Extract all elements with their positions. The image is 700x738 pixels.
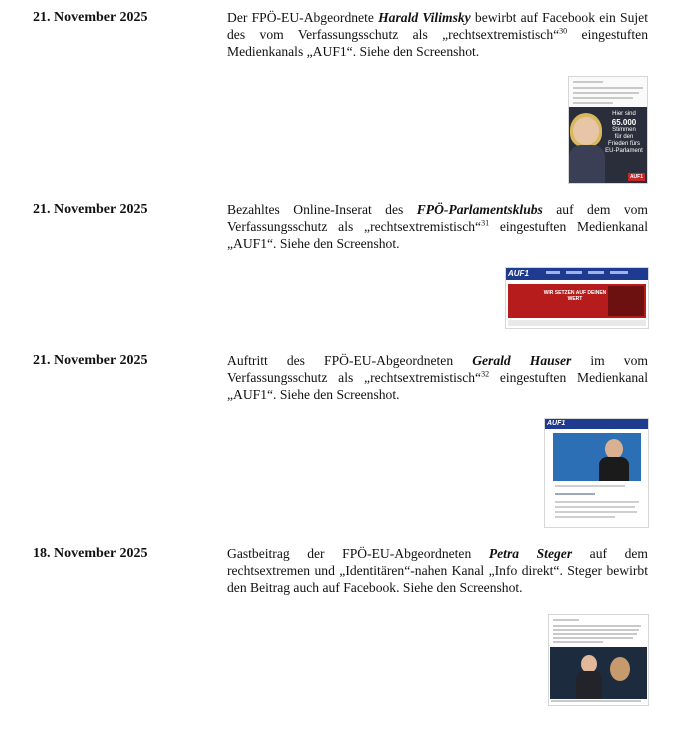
auf1-logo: AUF1	[629, 174, 643, 180]
person-name: Gerald Hauser	[472, 353, 572, 368]
entry-date: 21. November 2025	[33, 10, 148, 25]
auf1-logo: AUF1	[508, 269, 529, 278]
footnote-ref[interactable]: 31	[481, 218, 490, 228]
facebook-post-screenshot-thumbnail	[548, 614, 649, 706]
person-name: FPÖ-Parlamentsklubs	[416, 202, 543, 217]
post-image	[569, 107, 647, 183]
site-navbar	[506, 268, 648, 280]
auf1-ad-screenshot-thumbnail	[505, 267, 649, 329]
ad-banner	[508, 284, 646, 318]
entry-text: Der FPÖ-EU-Abgeordnete Harald Vilimsky bewirbt auf Facebook ein Sujet des vom Verfassungsschutz als „rechtsextremistisch“$^{30}$ eingestuften Medienkanals „AUF1“. Siehe den Screenshot.	[227, 10, 648, 59]
ad-text: WIR SETZEN AUF DEINEN WERT	[543, 290, 607, 302]
entry-text: Gastbeitrag der FPÖ-EU-Abgeordneten Petra Steger auf dem rechtsextremen und „Identitären“-nahen Kanal „Info direkt“. Steger bewirbt den Beitrag auch auf Facebook. Siehe den Screenshot.	[227, 546, 649, 595]
footnote-ref[interactable]: 30	[559, 26, 568, 36]
video-still	[553, 433, 641, 481]
entry-date: 21. November 2025	[33, 202, 148, 217]
post-header	[569, 77, 647, 107]
site-navbar	[545, 419, 648, 429]
facebook-screenshot-thumbnail	[568, 76, 648, 184]
entry-text: Bezahltes Online-Inserat des FPÖ-Parlamentsklubs auf dem vom Verfassungsschutz als „rechtsextremistisch“$^{31}$ eingestuften Medienkanal „AUF1“. Siehe den Screenshot.	[227, 202, 648, 251]
post-image-headline: Hier sind 65.000 Stimmen für den Frieden fürs EU-Parlament	[605, 111, 643, 154]
auf1-video-screenshot-thumbnail	[544, 418, 649, 528]
entry-date: 21. November 2025	[33, 353, 148, 368]
entry-date: 18. November 2025	[33, 546, 148, 561]
person-name: Harald Vilimsky	[378, 10, 471, 25]
footnote-ref[interactable]: 32	[481, 369, 490, 379]
post-image	[550, 647, 647, 699]
person-name: Petra Steger	[488, 546, 573, 561]
auf1-logo: AUF1	[547, 420, 566, 427]
entry-text: Auftritt des FPÖ-EU-Abgeordneten Gerald Hauser im vom Verfassungsschutz als „rechtsextremistisch“$^{32}$ eingestuften Medienkanal „AUF1“. Siehe den Screenshot.	[227, 353, 648, 402]
